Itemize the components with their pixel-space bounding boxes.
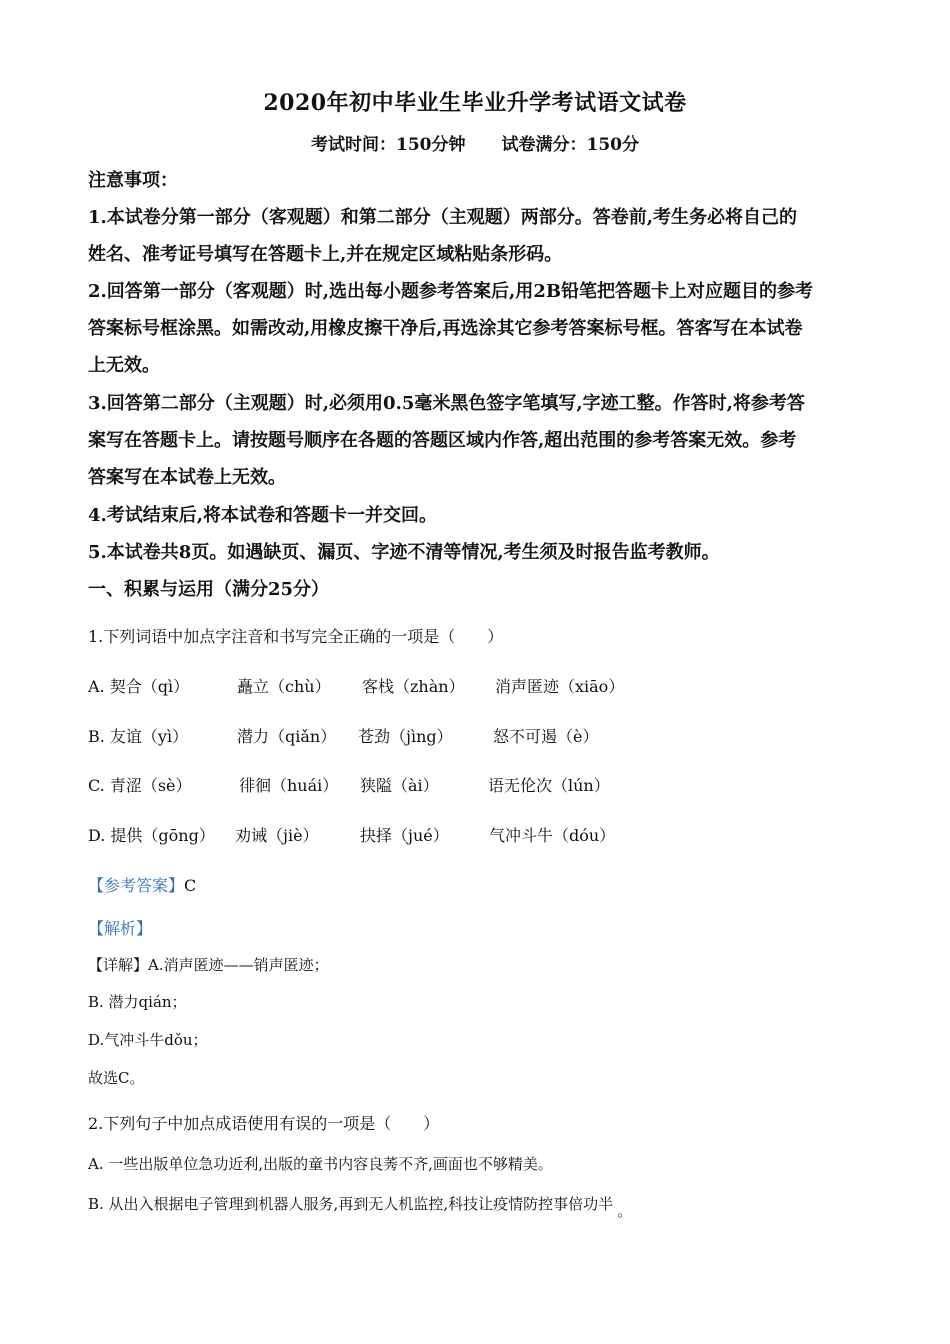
detail-line: 故选C。 <box>88 1069 145 1087</box>
option-word: 怒不可遏（è） <box>493 727 599 746</box>
detail-line: 【详解】A.消声匿迹——销声匿迹； <box>88 956 329 974</box>
exam-score: 试卷满分：150分 <box>501 135 639 155</box>
question-2-option-a: A. 一些出版单位急功近利,出版的童书内容良莠不齐,画面也不够精美。 <box>88 1155 553 1173</box>
exam-info <box>0 130 950 155</box>
option-word: 苍劲（jìng） <box>358 727 453 746</box>
notice-line: 答案标号框涂黑。如需改动,用橡皮擦干净后,再选涂其它参考答案标号框。答客写在本试卷 <box>88 318 803 339</box>
section-heading: 一、积累与运用（满分25分） <box>88 579 330 600</box>
exam-time: 考试时间：150分钟 <box>311 135 466 155</box>
analysis-tag: 【解析】 <box>88 919 153 938</box>
answer-tag: 【参考答案】 <box>88 876 185 895</box>
option-word: 抉择（jué） <box>360 826 449 845</box>
option-word: 潜力（qiǎn） <box>237 727 337 746</box>
option-word: 消声匿迹（xiāo） <box>495 677 625 696</box>
detail-line: B. 潜力qián； <box>88 993 187 1011</box>
option-label: B. 友谊（yì） <box>88 727 189 746</box>
answer-line <box>88 873 878 896</box>
exam-title: 2020年初中毕业生毕业升学考试语文试卷 <box>263 90 687 116</box>
notice-line: 1.本试卷分第一部分（客观题）和第二部分（主观题）两部分。答卷前,考生务必将自己的 <box>88 207 798 228</box>
notice-line: 答案写在本试卷上无效。 <box>88 467 286 488</box>
option-word: 矗立（chù） <box>237 677 331 696</box>
notice-line: 案写在答题卡上。请按题号顺序在各题的答题区域内作答,超出范围的参考答案无效。参考 <box>88 430 797 451</box>
option-label: C. 青涩（sè） <box>88 776 192 795</box>
option-label: D. 提供（gōng） <box>88 826 215 845</box>
option-label: A. 契合（qì） <box>88 677 190 696</box>
question-2-option-b <box>88 1193 878 1220</box>
question-1-stem: 1.下列词语中加点字注音和书写完全正确的一项是（ ） <box>88 627 504 646</box>
option-word: 狭隘（ài） <box>360 776 439 795</box>
notice-line: 4.考试结束后,将本试卷和答题卡一并交回。 <box>88 505 438 526</box>
notice-line: 5.本试卷共8页。如遇缺页、漏页、字迹不清等情况,考生须及时报告监考教师。 <box>88 542 720 563</box>
notice-line: 姓名、准考证号填写在答题卡上,并在规定区域粘贴条形码。 <box>88 244 563 265</box>
option-word: 语无伦次（lún） <box>488 776 610 795</box>
option-word: 客栈（zhàn） <box>362 677 465 696</box>
option-word: 徘徊（huái） <box>239 776 339 795</box>
option-text: B. 从出入根据电子管理到机器人服务,再到无人机监控,科技让疫情防控事倍功半 <box>88 1195 614 1213</box>
notice-heading: 注意事项： <box>88 170 178 191</box>
answer-value: C <box>184 876 197 895</box>
notice-line: 3.回答第二部分（主观题）时,必须用0.5毫米黑色签字笔填写,字迹工整。作答时,将参考答 <box>88 393 805 414</box>
option-word: 气冲斗牛（dóu） <box>489 826 616 845</box>
detail-line: D.气冲斗牛dǒu； <box>88 1031 208 1049</box>
notice-line: 2.回答第一部分（客观题）时,选出每小题参考答案后,用2B铅笔把答题卡上对应题目的参考 <box>88 281 814 302</box>
notice-line: 上无效。 <box>88 355 160 376</box>
option-word: 劝诫（jiè） <box>235 826 319 845</box>
question-2-stem: 2.下列句子中加点成语使用有误的一项是（ ） <box>88 1114 440 1133</box>
option-end-mark: 。 <box>617 1202 633 1220</box>
